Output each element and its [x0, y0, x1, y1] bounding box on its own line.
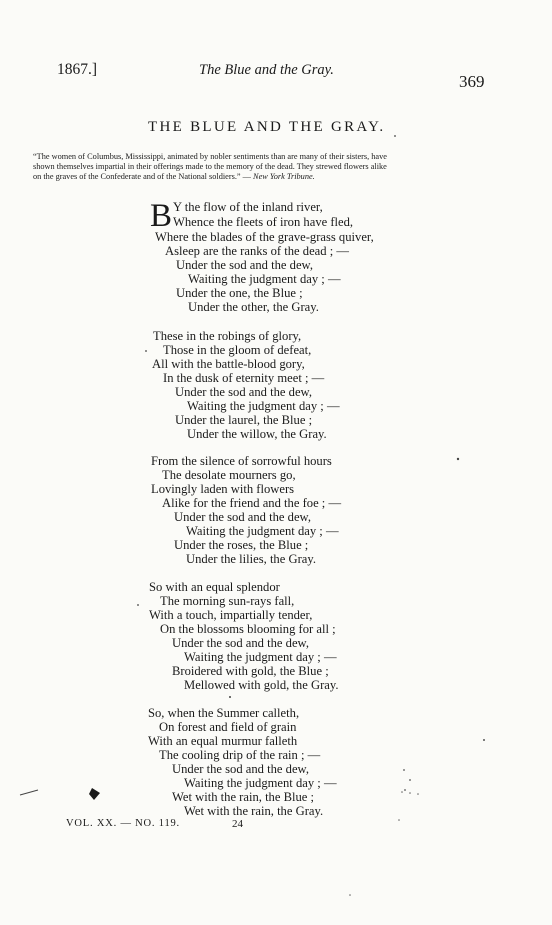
verse-line: In the dusk of eternity meet ; — — [163, 371, 325, 385]
verse-line: Mellowed with gold, the Gray. — [184, 678, 339, 692]
verse-line: Under the willow, the Gray. — [187, 427, 327, 441]
running-title: The Blue and the Gray. — [199, 62, 334, 78]
speck — [403, 769, 405, 771]
verse-line: Waiting the judgment day ; — — [184, 650, 337, 664]
footer-sheet-number: 24 — [232, 818, 243, 830]
verse-line: Waiting the judgment day ; — — [184, 776, 337, 790]
epigraph-source: New York Tribune. — [253, 172, 315, 182]
drop-cap: B — [150, 198, 173, 234]
poem-title: THE BLUE AND THE GRAY. — [148, 119, 386, 135]
verse-line: Under the sod and the dew, — [172, 762, 309, 776]
verse-line: Under the lilies, the Gray. — [186, 552, 316, 566]
speck — [398, 819, 400, 821]
verse-line: Under the sod and the dew, — [175, 385, 312, 399]
verse-line: Under the one, the Blue ; — [176, 286, 303, 300]
verse-line: With a touch, impartially tender, — [149, 608, 313, 622]
verse-line: Waiting the judgment day ; — — [188, 272, 341, 286]
epigraph-line: shown themselves impartial in their offerings made to the memory of the dead. They strewed flowers alike — [33, 162, 387, 172]
verse-line: Under the sod and the dew, — [174, 510, 311, 524]
speck — [483, 739, 485, 741]
verse-line: Asleep are the ranks of the dead ; — — [165, 244, 349, 258]
verse-line: From the silence of sorrowful hours — [151, 454, 332, 468]
ink-blot — [89, 788, 100, 800]
verse-line: Under the sod and the dew, — [172, 636, 309, 650]
epigraph-line: “The women of Columbus, Mississippi, animated by nobler sentiments than are many of their sisters, have — [33, 152, 387, 161]
verse-line: So, when the Summer calleth, — [148, 706, 300, 720]
verse-line: Whence the fleets of iron have fled, — [173, 215, 354, 229]
speck — [457, 458, 459, 460]
speck — [409, 792, 411, 794]
speck — [404, 789, 406, 791]
verse-line: The cooling drip of the rain ; — — [159, 748, 321, 762]
page-number: 369 — [459, 72, 485, 91]
verse-line: Lovingly laden with flowers — [151, 482, 295, 496]
verse-line: All with the battle-blood gory, — [152, 357, 305, 371]
epigraph-text: on the graves of the Confederate and of the National soldiers.” — — [33, 172, 251, 182]
verse-line: Wet with the rain, the Blue ; — [172, 790, 315, 804]
speck — [417, 793, 419, 795]
stray-stroke — [20, 790, 38, 795]
verse-line: Wet with the rain, the Gray. — [184, 804, 324, 818]
verse-line: Under the roses, the Blue ; — [174, 538, 309, 552]
verse-line: With an equal murmur falleth — [148, 734, 298, 748]
footer-signature: VOL. XX. — NO. 119. — [66, 818, 180, 829]
verse-line: Waiting the judgment day ; — — [186, 524, 339, 538]
speck — [409, 779, 411, 781]
speck — [137, 604, 139, 606]
verse-line: Under the laurel, the Blue ; — [175, 413, 313, 427]
verse-line: Y the flow of the inland river, — [173, 200, 323, 214]
verse-line: Broidered with gold, the Blue ; — [172, 664, 329, 678]
verse-line: The morning sun-rays fall, — [160, 594, 295, 608]
verse-line: These in the robings of glory, — [153, 329, 302, 343]
speck — [401, 791, 403, 793]
header-year: 1867.] — [57, 61, 98, 78]
speck — [349, 894, 351, 896]
verse-line: The desolate mourners go, — [162, 468, 296, 482]
speck — [394, 135, 396, 137]
verse-line: Those in the gloom of defeat, — [163, 343, 312, 357]
verse-line: Alike for the friend and the foe ; — — [162, 496, 342, 510]
verse-line: Where the blades of the grave-grass quiver, — [155, 230, 374, 244]
verse-line: Waiting the judgment day ; — — [187, 399, 340, 413]
verse-line: On forest and field of grain — [159, 720, 297, 734]
verse-line: Under the other, the Gray. — [188, 300, 319, 314]
speck — [229, 696, 231, 698]
verse-line: So with an equal splendor — [149, 580, 280, 594]
verse-line: Under the sod and the dew, — [176, 258, 313, 272]
verse-line: On the blossoms blooming for all ; — [160, 622, 336, 636]
speck — [145, 350, 147, 352]
